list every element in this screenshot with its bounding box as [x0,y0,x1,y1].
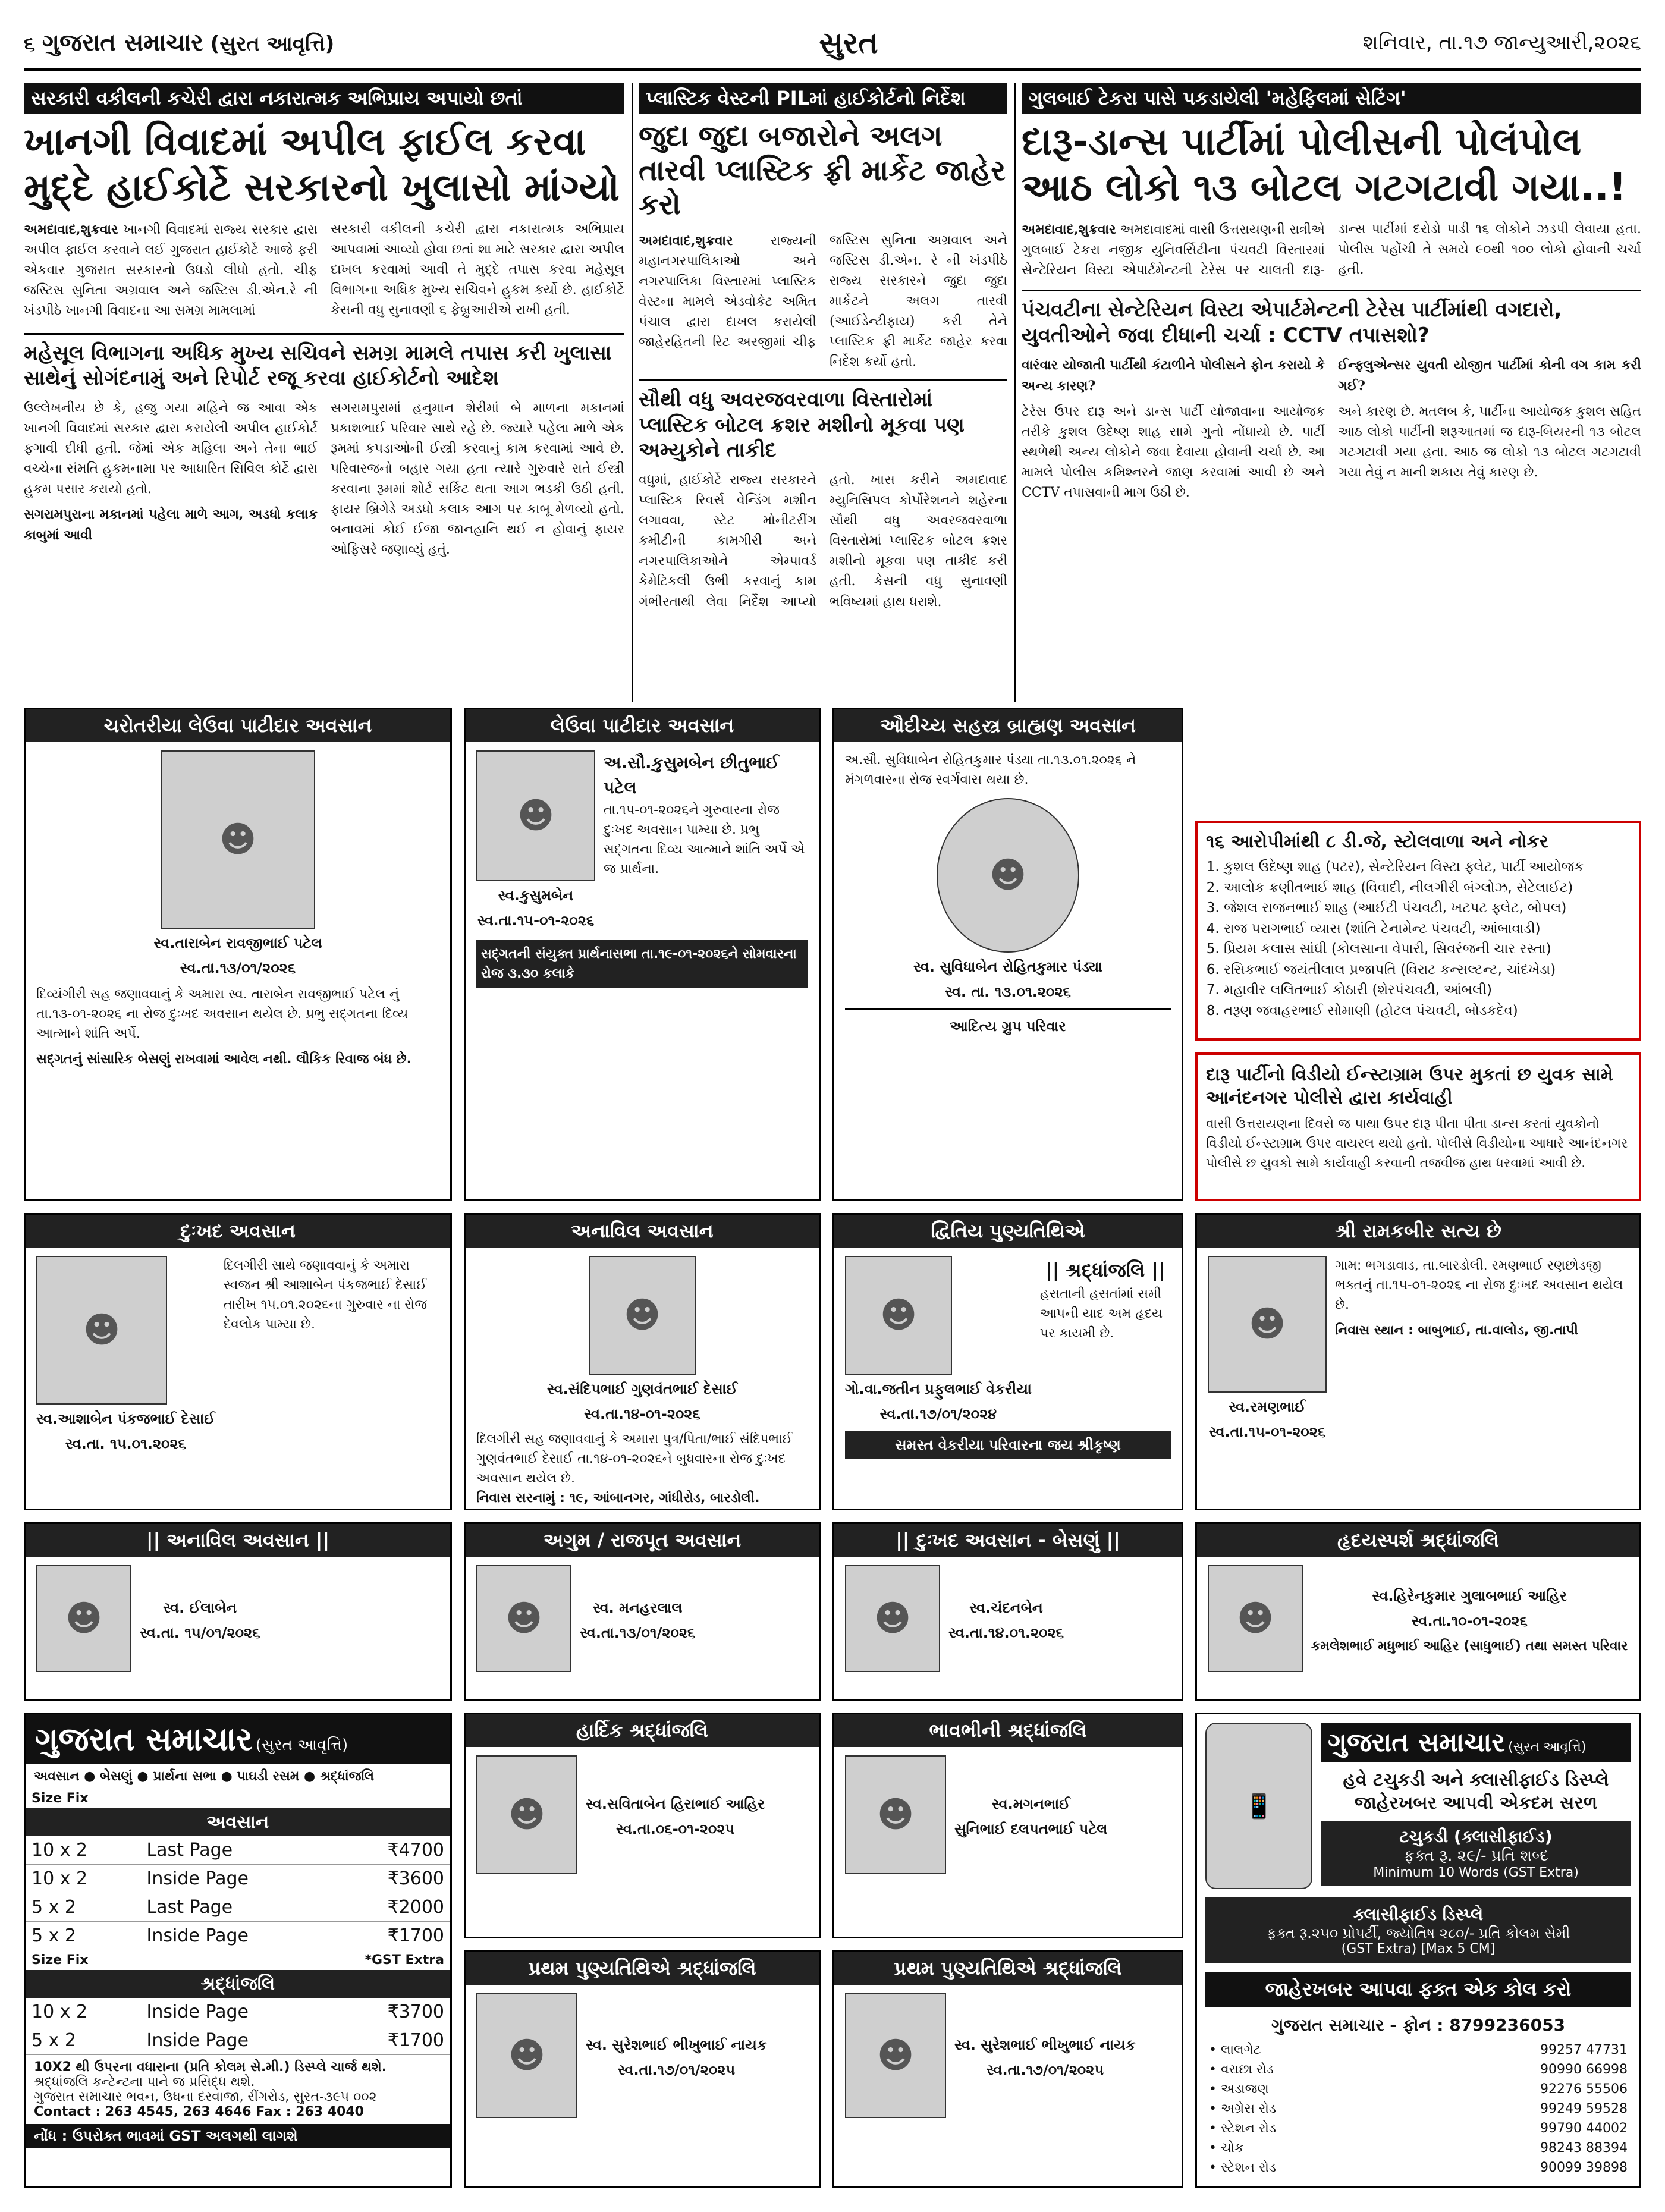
ob2-head: લેઉવા પાટીદાર અવસાન [466,709,819,742]
story2-subhead: સૌથી વધુ અવરજવરવાળા વિસ્તારોમાં પ્લાસ્ટિક બોટલ ક્રશર મશીનો મૂકવા પણ અમ્યુકોને તાકીદ [639,379,1007,463]
ob6-title: || શ્રદ્ધાંજલિ || [1045,1259,1166,1281]
ob11-family: કમલેશભાઈ મધુભાઈ આહિર (સાધુભાઈ) તથા સમસ્ત પરિવાર [1311,1638,1628,1654]
story3-body [1022,219,1641,283]
ob7-address: નિવાસ સ્થાન : બાબુભાઈ, તા.વાલોડ, જી.તાપી [1335,1323,1578,1338]
list-item: • ચોક 98243 88394 [1209,2141,1628,2156]
ob4-name: સ્વ.આશાબેન પંકજભાઈ દેસાઈ [36,1410,215,1427]
story1-body2 [24,398,624,561]
story1-sub2: સગરામપુરાના મકાનમાં પહેલા માળે આગ, અડધો કલાક કાબુમાં આવી [24,507,318,543]
portrait-photo: ☻ [36,1565,131,1672]
story-plastic-market [639,83,1007,702]
list-item: • અગ્રેસ રોડ 99249 59528 [1209,2101,1628,2116]
video-headline: દારૂ પાર્ટીનો વિડીયો ઈન્સ્ટાગ્રામ ઉપર મુકતાં છ યુવક સામે આનંદનગર પોલીસે દ્વારા કાર્યવાહી [1206,1064,1613,1108]
list-item: • વરાછા રોડ 90990 66998 [1209,2062,1628,2077]
portrait-photo: ☻ [476,750,595,881]
ob7-name: સ્વ.રમણભાઈ [1229,1399,1306,1415]
portrait-photo: ☻ [476,1755,577,1874]
story1-p1: ખાનગી વિવાદમાં રાજ્ય સરકાર દ્વારા અપીલ ફાઈલ કરવાને લઈ ગુજરાત હાઈકોર્ટે આજે ફરી એકવાર ગુજરાત સરકારનો ઉધડો લીધો હતો. ચીફ જસ્ટિસ સુનિતા અગ્રવાલ અને જસ્ટિસ ડી.એન.રે ની ખંડપીઠે ખાનગી વિવાદના આ સમગ્ર મામલામાં [24,222,318,318]
obituary-audichya-brahman [832,708,1183,1201]
classified-edition: (સુરત આવૃત્તિ) [1508,1740,1587,1755]
story3-headline: દારૂ-ડાન્સ પાર્ટીમાં પોલીસની પોલંપોલ આઠ લોકો ૧૩ બોટલ ગટગટાવી ગયા..! [1022,120,1627,210]
ob5-text: દિલગીરી સહ જણાવવાનું કે અમારા પુત્ર/પિતા/ભાઈ સંદિપભાઈ ગુણવંતભાઈ દેસાઈ તા.૧૪-૦૧-૨૦૨૬ને બુધવારના રોજ દુઃખદ અવસાન થયેલ છે. [476,1432,793,1486]
classified-ad [1195,1713,1641,2188]
rate-footer: નોંધ : ઉપરોક્ત ભાવમાં GST અલગથી લાગશે [26,2124,450,2148]
ob15-name: સ્વ. સુરેશભાઈ ભીખુભાઈ નાયક [954,2037,1136,2053]
story1-body [24,219,624,326]
list-item: • સ્ટેશન રોડ 99790 44002 [1209,2121,1628,2136]
ob4-head: દુઃખદ અવસાન [26,1215,450,1248]
portrait-photo: ☻ [845,1755,946,1874]
accused-item: 6. રસિકભાઈ જયંતીલાલ પ્રજાપતિ (વિરાટ કન્સલ્ટન્ટ, ચાંદખેડા) [1224,960,1631,981]
ob2-prayer: સદ્ગતની સંયુક્ત પ્રાર્થનાસભા તા.૧૯-૦૧-૨૦૨૬ને સોમવારના રોજ ૩.૩૦ કલાકે [476,940,808,988]
table-row: 10 x 2 Inside Page ₹3700 [26,1998,450,2026]
story3-kicker: ગુલબાઈ ટેકરા પાસે પકડાયેલી 'મહેફિલમાં સેટિંગ' [1022,83,1641,114]
accused-item: 3. જેશલ રાજનભાઈ શાહ (આઈટી પંચવટી, ખટપટ ફ્લેટ, બોપલ) [1224,898,1631,919]
ob5-name: સ્વ.સંદિપભાઈ ગુણવંતભાઈ દેસાઈ [546,1381,738,1397]
portrait-photo: ☻ [937,798,1079,953]
ob2-name: સ્વ.કુસુમબેન [498,887,574,904]
ob6-name: ગો.વા.જતીન પ્રફુલભાઈ વેકરીયા [845,1381,1032,1397]
accused-item: 5. પ્રિયમ કલાસ સાંઘી (કોલસાના વેપારી, સિવરંજની ચાર રસ્તા) [1224,939,1631,960]
story1-p2: સરકારી વકીલની કચેરી દ્વારા નકારાત્મક અભિપ્રાય આપવામાં આવ્યો હોવા છતાં શા માટે સરકાર દ્વારા અપીલ દાખલ કરવામાં આવી તે મુદ્દે તપાસ કરવા મહેસૂલ વિભાગના અધિક મુખ્ય સચિવને હુકમ કર્યો છે. હાઈકોર્ટે કેસની વધુ સુનાવણી ૬ ફેબ્રુઆરીએ રાખી હતી. [331,221,624,318]
page-masthead [24,18,1641,71]
ob12-head: હાર્દિક શ્રદ્ધાંજલિ [466,1714,819,1747]
rate-table-shraddhanjali [26,1998,450,2055]
table-row: 10 x 2 Last Page ₹4700 [26,1836,450,1865]
ob5-address: નિવાસ સરનામું : ૧૯, આંબાનગર, ગાંધીરોડ, બારડોલી. [476,1491,760,1506]
accused-title: ૧૬ આરોપીમાંથી ૮ ડી.જે, સ્ટોલવાળા અને નોકર [1206,831,1549,852]
obituary-suresh-2 [832,1950,1183,2188]
portrait-photo: ☻ [476,1993,577,2118]
story1-headline: ખાનગી વિવાદમાં અપીલ ફાઈલ કરવા મુદ્દે હાઈકોર્ટે સરકારનો ખુલાસો માંગ્યો [24,120,620,210]
rate-brand: ગુજરાત સમાચાર [35,1720,253,1758]
portrait-photo: ☻ [589,1256,696,1375]
rate-address: ગુજરાત સમાચાર ભવન, ઉધના દરવાજા, રીંગરોડ, સુરત-૩૯૫ ૦૦૨ [34,2090,377,2104]
story2-p1: રાજ્યની મહાનગરપાલિકાઓ અને નગરપાલિકા વિસ્તારમાં પ્લાસ્ટિક વેસ્ટના મામલે એડવોકેટ અમિત પંચાલ દ્વારા દાખલ કરાયેલી જાહેરહિતની રિટ અરજીમાં ચીફ જસ્ટિસ સુનિતા અગ્રવાલ અને જસ્ટિસ ડી.એન. રે ની ખંડપીઠે રાજ્ય સરકારને જુદા જુદા માર્કેટને અલગ તારવી (આઈડેન્ટીફાય) કરી તેને પ્લાસ્ટિક ફ્રી માર્કેટ જાહેર કરવા નિર્દેશ કર્યો હતો. [639,232,1007,370]
ob10-head: || દુઃખદ અવસાન - બેસણું || [834,1524,1182,1557]
ob1-date: સ્વ.તા.૧૩/૦૧/૨૦૨૬ [180,960,296,976]
story3-sub3: ઈન્ફ્લુએન્સર યુવતી યોજીત પાર્ટીમાં કોની વગ કામ કરી ગઈ? [1338,357,1641,394]
classified-phone: ગુજરાત સમાચાર - ફોન : 8799236053 [1271,2015,1566,2035]
story3-subhead: પંચવટીના સેન્ટેરિયન વિસ્ટા એપાર્ટમેન્ટની ટેરેસ પાર્ટીમાંથી વગદારો, યુવતીઓને જવા દીધાની ચર્ચા : CCTV તપાસશો? [1022,290,1641,348]
obituary-savitaben [464,1713,821,1938]
ob5-head: અનાવિલ અવસાન [466,1215,819,1248]
tiny-rate: ફક્ત રૂ. ૨૯/- પ્રતિ શબ્દ [1403,1847,1549,1865]
ob13-head: ભાવભીની શ્રદ્ધાંજલિ [834,1714,1182,1747]
ob4-text: દિલગીરી સાથે જણાવવાનું કે અમારા સ્વજન શ્રી આશાબેન પંકજભાઈ દેસાઈ તારીખ ૧૫.૦૧.૨૦૨૬ના ગુરુવાર ના રોજ દેવલોક પામ્યા છે. [223,1258,428,1332]
ob12-name: સ્વ.સવિતાબેન હિરાભાઈ આહિર [586,1796,765,1812]
ob6-family: સમસ્ત વેકરીયા પરિવારના જય શ્રીકૃષ્ણ [845,1431,1171,1459]
story3-p3: અને કારણ છે. મતલબ કે, પાર્ટીના આયોજક કુશલ સહિત આઠ લોકો પાર્ટીની શરૂઆતમાં જ દારૂ-બિયરની ૧૩ બોટલ ગટગટાવી ગયા હતા. આઠ જ લોકો ૧૩ બોટલ ગટગટાવી ગયા તેવું ન માની શકાય તેવું કારણ છે. [1338,404,1641,480]
tiny-min: Minimum 10 Words (GST Extra) [1373,1865,1579,1880]
story-court-appeal [24,83,624,702]
portrait-photo: ☻ [845,1993,946,2118]
rate-tagline: અવસાન ● બેસણું ● પ્રાર્થના સભા ● પાઘડી રસમ ● શ્રદ્ધાંજલિ [34,1769,375,1784]
portrait-photo: ☻ [845,1256,952,1375]
accused-item: 1. કુશલ ઉદેષ્ણ શાહ (પટર), સેન્ટેરિયન વિસ્ટા ફ્લેટ, પાર્ટી આયોજક [1224,857,1631,878]
ob8-date: સ્વ.તા. ૧૫/૦૧/૨૦૨૬ [140,1625,260,1641]
story2-kicker: પ્લાસ્ટિક વેસ્ટની PILમાં હાઈકોર્ટનો નિર્દેશ [639,83,1007,114]
ob7-date: સ્વ.તા.૧૫-૦૧-૨૦૨૬ [1208,1424,1326,1440]
ob15-head: પ્રથમ પુણ્યતિથિએ શ્રદ્ધાંજલિ [834,1952,1182,1985]
ob4-date: સ્વ.તા. ૧૫.૦૧.૨૦૨૬ [65,1435,187,1452]
obituary-leuva-patidar [464,708,821,1201]
accused-item: 4. રાજ પરાગભાઈ વ્યાસ (શાંતિ ટેનામેન્ટ પંચવટી, આંબાવાડી) [1224,919,1631,940]
ob9-name: સ્વ. મનહરલાલ [592,1600,683,1616]
ob3-head: ઔદીચ્ય સહસ્ત્ર બ્રાહ્મણ અવસાન [834,709,1182,742]
page-number: ૬ [24,32,36,56]
ob14-head: પ્રથમ પુણ્યતિથિએ શ્રદ્ધાંજલિ [466,1952,819,1985]
obituary-ramkabir [1195,1213,1641,1510]
obituary-vekariya [832,1213,1183,1510]
portrait-photo: ☻ [36,1256,167,1405]
obituary-desai [24,1213,452,1510]
display-rate: ફક્ત રૂ.૨૫૦ પ્રોપર્ટી, જ્યોતિષ ૨૮૦/- પ્રતિ કોલમ સેમી [1266,1925,1570,1941]
accused-item: 8. તરૂણ જવાહરભાઈ સોમાણી (હોટલ પંચવટી, બોડકદેવ) [1224,1001,1631,1022]
obituary-chandanben [832,1522,1183,1701]
portrait-photo: ☻ [1208,1565,1303,1672]
ob5-date: સ્વ.તા.૧૪-૦૧-૨૦૨૬ [584,1406,700,1422]
rate-size-label-2: Size Fix [32,1953,89,1968]
story3-dateline: અમદાવાદ,શુક્રવાર [1022,221,1116,237]
ob3-text: અ.સૌ. સુવિધાબેન રોહિતકુમાર પંડ્યા તા.૧૩.૦૧.૨૦૨૬ ને મંગળવારના રોજ સ્વર્ગવાસ થયા છે. [845,753,1136,787]
accused-item: 2. આલોક ક્રણીતભાઈ શાહ (વિવાદી, નીલગીરી બંગ્લોઝ, સેટેલાઈટ) [1224,878,1631,898]
rate-edition: (સુરત આવૃત્તિ) [255,1736,348,1754]
story2-body [639,231,1007,373]
ob6-head: દ્વિતિય પુણ્યતિથિએ [834,1215,1182,1248]
video-text: વાસી ઉત્તરાયણના દિવસે જ પાથા ઉપર દારૂ પીતા પીતા ડાન્સ કરતાં યુવકોનો વિડીયો ઈન્સ્ટાગ્રામ ઉપર વાયરલ થયો હતો. પોલીસે વિડીયોના આધારે આનંદનગર પોલીસે છ યુવકો સામે કાર્યવાહી કરવાની તજવીજ હાથ ધરવામાં આવી છે. [1206,1117,1628,1171]
story3-body2 [1022,355,1641,503]
story-liquor-party [1022,83,1641,702]
tiny-title: ટચુકડી (ક્લાસીફાઈડ) [1399,1827,1553,1846]
column-divider [1014,83,1016,702]
ob14-name: સ્વ. સુરેશભાઈ ભીખુભાઈ નાયક [586,2037,767,2053]
portrait-photo: ☻ [845,1565,940,1672]
edition-label: (સુરત આવૃત્તિ) [210,32,335,56]
list-item: • લાલગેટ 99257 47731 [1209,2043,1628,2057]
classified-brand: ગુજરાત સમાચાર [1328,1727,1505,1758]
ob9-head: અગુમ / રાજપૂત અવસાન [466,1524,819,1557]
classified-headline: હવે ટચુકડી અને ક્લાસીફાઈડ ડિસ્પ્લે જાહેરખબર આપવી એકદમ સરળ [1343,1770,1609,1814]
rate-gst-note: *GST Extra [365,1953,444,1968]
ob7-text: ગામ: ભગડાવાડ, તા.બારડોલી. રમણભાઈ રણછોડજી ભક્તનું તા.૧૫-૦૧-૨૦૨૬ ના રોજ દુઃખદ અવસાન થયેલ છે. [1335,1258,1623,1312]
obituary-maganbhai [832,1713,1183,1938]
issue-date: શનિવાર, તા.૧૭ જાન્યુઆરી,૨૦૨૬ [1362,31,1641,55]
brand-name: ગુજરાત સમાચાર [42,29,203,56]
rate-contact: Contact : 263 4545, 263 4646 Fax : 263 4040 [34,2104,364,2119]
office-list [1197,2035,1639,2182]
obituary-hiren [1195,1522,1641,1701]
column-divider [632,83,633,702]
rate-note2: શ્રદ્ધાંજલિ કન્ટેન્ટના પાને જ પ્રસિદ્ધ થશે. [34,2075,255,2090]
classified-cta: જાહેરખબર આપવા ફક્ત એક કોલ કરો [1205,1972,1631,2007]
ob1-head: ચરોતરીયા લેઉવા પાટીદાર અવસાન [26,709,450,742]
accused-list [1206,857,1631,1021]
ob11-name: સ્વ.હિરેનકુમાર ગુલાબભાઈ આહિર [1372,1587,1567,1604]
video-action-box [1195,1052,1641,1201]
table-row: 5 x 2 Inside Page ₹1700 [26,1922,450,1950]
ob9-date: સ્વ.તા.૧૩/૦૧/૨૦૨૬ [580,1625,696,1641]
ob6-date: સ્વ.તા.૧૭/૦૧/૨૦૨૪ [879,1406,997,1422]
display-gst: (GST Extra) [Max 5 CM] [1341,1941,1496,1956]
city-label: સુરત [819,25,878,60]
ob2-text: તા.૧૫-૦૧-૨૦૨૬ને ગુરુવારના રોજ દુઃખદ અવસાન પામ્યા છે. પ્રભુ સદ્ગતના દિવ્ય આત્માને શાંતિ અર્પે એ જ પ્રાર્થના. [604,803,805,876]
ob13-name: સ્વ.મગનભાઈ [991,1796,1070,1812]
portrait-photo: ☻ [1208,1256,1327,1393]
rate-avsan-head: અવસાન [26,1808,450,1836]
ob6-text: હસતાની હસતાંમાં સમી આપની યાદ અમ હૃદય પર કાયમી છે. [1039,1287,1163,1341]
story2-p2: વધુમાં, હાઈકોર્ટે રાજ્ય સરકારને પ્લાસ્ટિક રિવર્સ વેન્ડિંગ મશીન લગાવવા, સ્ટેટ મોનીટરીંગ કમીટીની કામગીરી અને નગરપાલિકાઓને એમ્પાવર્ડ કેમેટિકલી ઉભી કરવાનું કામ ગંભીરતાથી લેવા નિર્દેશ આપ્યો હતો. ખાસ કરીને અમદાવાદ મ્યુનિસિપલ કોર્પોરેશનને શહેરના સૌથી વધુ અવરજવરવાળા વિસ્તારોમાં પ્લાસ્ટિક બોટલ ક્રશર મશીનો મૂકવા પણ તાકીદ કરી હતી. કેસની વધુ સુનાવણી ભવિષ્યમાં હાથ ધરાશે. [639,472,1007,609]
rate-table-avsan [26,1836,450,1950]
story1-kicker: સરકારી વકીલની કચેરી દ્વારા નકારાત્મક અભિપ્રાય અપાયો છતાં [24,83,624,114]
story3-sub2: વારંવાર યોજાતી પાર્ટીથી કંટાળીને પોલીસને ફોન કરાયો કે અન્ય કારણ? [1022,357,1325,394]
obituary-anavil [464,1213,821,1510]
ob3-family: આદિત્ય ગ્રુપ પરિવાર [950,1018,1066,1035]
ob3-date: સ્વ. તા. ૧૩.૦૧.૨૦૨૬ [945,984,1071,1000]
ob14-date: સ્વ.તા.૧૭/૦૧/૨૦૨૫ [617,2062,736,2078]
accused-item: 7. મહાવીર લલિતભાઈ કોઠારી (શેરપંચવટી, આંબલી) [1224,980,1631,1001]
rate-note: 10X2 થી ઉપરના વધારાના (પ્રતિ કોલમ સે.મી.) ડિસ્પ્લે ચાર્જ થશે. [34,2060,387,2075]
list-item: • સ્ટેશન રોડ 90099 39898 [1209,2160,1628,2175]
ob11-head: હૃદયસ્પર્શ શ્રદ્ધાંજલિ [1197,1524,1639,1557]
ob8-head: || અનાવિલ અવસાન || [26,1524,450,1557]
table-row: 10 x 2 Inside Page ₹3600 [26,1865,450,1893]
ob13-fullname: સુનિભાઈ દલપતભાઈ પટેલ [954,1821,1108,1837]
story3-p1: અમદાવાદમાં વાસી ઉત્તરાયણની રાત્રીએ ગુલબાઈ ટેકરા નજીક યુનિવર્સિટીના પંચવટી વિસ્તારમાં સેન્ટેરિયન વિસ્ટા એપાર્ટમેન્ટની ટેરેસ પર ચાલતી દારૂ-ડાન્સ પાર્ટીમાં દરોડો પાડી ૧૬ લોકોને ઝડપી લેવાયા હતા. પોલીસ પહોંચી તે સમયે ૯૦થી ૧૦૦ લોકો હોવાની ચર્ચા હતી. [1022,221,1641,278]
ob7-head: શ્રી રામકબીર સત્ય છે [1197,1215,1639,1248]
story2-body2 [639,470,1007,615]
story1-p4: સગરામપુરામાં હનુમાન શેરીમાં બે માળના મકાનમાં પ્રકાશભાઈ પરિવાર સાથે રહે છે. જ્યારે પહેલા માળે એક રૂમમાં કપડાઓની ઈસ્ત્રી કરવાનું કામ કરવામાં આવે છે. પરિવારજનો બહાર ગયા હતા ત્યારે ગુરુવારે રાતે ઈસ્ત્રી કરવાના રૂમમાં શોર્ટ સર્કિટ થતા આગ ભડકી ઉઠી હતી. ફાયર બ્રિગેડે અડધો કલાક આગ પર કાબૂ મેળવ્યો હતો. બનાવમાં કોઈ ઈજા જાનહાનિ થઈ ન હોવાનું ફાયર ઓફિસરે જણાવ્યું હતું. [331,400,624,558]
display-title: ક્લાસીફાઈડ ડિસ્પ્લે [1353,1905,1484,1924]
story3-p2: ટેરેસ ઉપર દારૂ અને ડાન્સ પાર્ટી યોજાવાના આયોજક તરીકે કુશલ ઉદેષ્ણ શાહ સામે ગુનો નોંધાયો છે. પાર્ટી સ્થળેથી અન્ય લોકોને જવા દેવાયા હોવાની ચર્ચા છે. આ મામલે પોલીસ કમિશ્નરને જાણ કરવામાં આવી છે અને CCTV તપાસવાની માગ ઉઠી છે. [1022,404,1325,500]
rate-card [24,1713,452,2188]
rate-shraddhanjali-head: શ્રદ્ધાંજલિ [26,1970,450,1998]
story2-headline: જુદા જુદા બજારોને અલગ તારવી પ્લાસ્ટિક ફ્રી માર્કેટ જાહેર કરો [639,120,1006,222]
obituary-suresh-1 [464,1950,821,2188]
ob10-name: સ્વ.ચંદનબેન [969,1600,1043,1616]
ob1-text: દિવ્યંગીરી સહ જણાવવાનું કે અમારા સ્વ. તારાબેન રાવજીભાઈ પટેલ નું તા.૧૩-૦૧-૨૦૨૬ ના રોજ દુઃખદ અવસાન થયેલ છે. પ્રભુ સદ્ગતના દિવ્ય આત્માને શાંતિ અર્પે. [36,987,409,1041]
portrait-photo: ☻ [476,1565,571,1672]
ob12-date: સ્વ.તા.૦૬-૦૧-૨૦૨૫ [615,1821,735,1837]
obituary-anavil-ila [24,1522,452,1701]
portrait-photo: ☻ [161,750,315,929]
phone-icon: 📱 [1205,1723,1312,1889]
ob2-date: સ્વ.તા.૧૫-૦૧-૨૦૨૬ [477,912,595,929]
ob1-note: સદ્ગતનું સાંસારિક બેસણું રાખવામાં આવેલ નથી. લૌકિક રિવાજ બંધ છે. [36,1052,411,1067]
story2-dateline: અમદાવાદ,શુક્રવાર [639,232,733,249]
ob15-date: સ્વ.તા.૧૭/૦૧/૨૦૨૫ [986,2062,1104,2078]
rate-size-label: Size Fix [32,1791,89,1806]
ob8-name: સ્વ. ઈલાબેન [163,1600,237,1616]
story1-dateline: અમદાવાદ,શુક્રવાર [24,221,118,237]
masthead-left [24,29,334,56]
list-item: • અડાજણ 92276 55506 [1209,2082,1628,2097]
ob2-fullname: અ.સૌ.કુસુમબેન છીતુભાઈ પટેલ [604,753,780,797]
obituary-charotariya [24,708,452,1201]
story1-p3: ઉલ્લેખનીય છે કે, હજુ ગયા મહિને જ આવા એક ખાનગી વિવાદમાં સરકાર દ્વારા કરાયેલી અપીલ હાઈકોર્ટ ફગાવી દીધી હતી. જેમાં એક મહિલા અને તેના ભાઈ વચ્ચેના સંમતિ હુકમનામા પર આધારિત સિવિલ કોર્ટે દ્વારા હુકમ પસાર કરાયો હતો. [24,400,318,497]
ob11-date: સ્વ.તા.૧૦-૦૧-૨૦૨૬ [1411,1612,1528,1629]
accused-list-box [1195,821,1641,1041]
table-row: 5 x 2 Inside Page ₹1700 [26,2026,450,2055]
obituary-rajput [464,1522,821,1701]
ob3-name: સ્વ. સુવિધાબેન રોહિતકુમાર પંડ્યા [913,959,1102,975]
ob1-name: સ્વ.તારાબેન રાવજીભાઈ પટેલ [153,935,322,951]
story1-subhead: મહેસૂલ વિભાગના અધિક મુખ્ય સચિવને સમગ્ર મામલે તપાસ કરી ખુલાસા સાથેનું સોગંદનામું અને રિપોર્ટ રજૂ કરવા હાઈકોર્ટનો આદેશ [24,333,624,391]
table-row: 5 x 2 Last Page ₹2000 [26,1893,450,1922]
ob10-date: સ્વ.તા.૧૪.૦૧.૨૦૨૬ [948,1625,1064,1641]
